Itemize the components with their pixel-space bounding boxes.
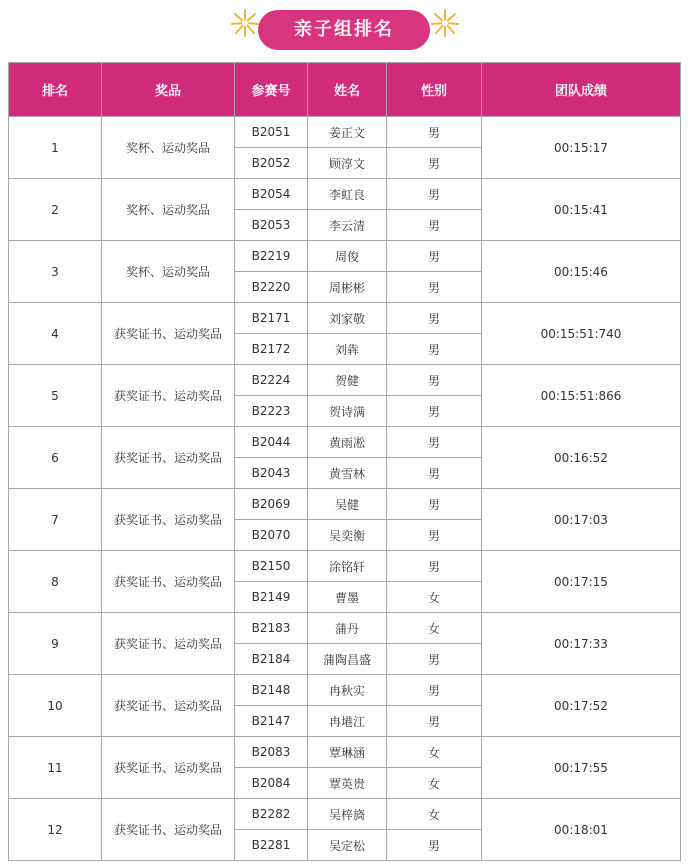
member-name-cell: 刘家敬 bbox=[308, 303, 387, 334]
team-prize-cell: 奖杯、运动奖品 bbox=[102, 117, 235, 179]
member-bib-cell: B2220 bbox=[235, 272, 308, 303]
team-rank-cell: 5 bbox=[9, 365, 102, 427]
member-bib-cell: B2172 bbox=[235, 334, 308, 365]
team-score-cell: 00:15:51:866 bbox=[482, 365, 681, 427]
table-row bbox=[9, 365, 681, 396]
firework-icon bbox=[230, 6, 260, 40]
member-name-cell: 姜正文 bbox=[308, 117, 387, 148]
team-score-cell: 00:15:46 bbox=[482, 241, 681, 303]
member-bib-cell: B2147 bbox=[235, 706, 308, 737]
header-bib: 参赛号 bbox=[235, 63, 308, 117]
team-score-cell: 00:15:41 bbox=[482, 179, 681, 241]
member-name-cell: 吴健 bbox=[308, 489, 387, 520]
member-gender-cell: 男 bbox=[387, 551, 482, 582]
team-rank-cell: 1 bbox=[9, 117, 102, 179]
member-gender-cell: 女 bbox=[387, 799, 482, 830]
member-name-cell: 周彬彬 bbox=[308, 272, 387, 303]
member-name-cell: 曹墨 bbox=[308, 582, 387, 613]
table-row bbox=[9, 799, 681, 830]
table-body bbox=[9, 117, 681, 861]
member-name-cell: 覃英贵 bbox=[308, 768, 387, 799]
member-bib-cell: B2171 bbox=[235, 303, 308, 334]
member-bib-cell: B2281 bbox=[235, 830, 308, 861]
member-gender-cell: 男 bbox=[387, 675, 482, 706]
member-gender-cell: 男 bbox=[387, 334, 482, 365]
member-name-cell: 贺诗满 bbox=[308, 396, 387, 427]
member-bib-cell: B2051 bbox=[235, 117, 308, 148]
member-name-cell: 覃琳涵 bbox=[308, 737, 387, 768]
member-name-cell: 李虹良 bbox=[308, 179, 387, 210]
team-score-cell: 00:15:17 bbox=[482, 117, 681, 179]
team-rank-cell: 8 bbox=[9, 551, 102, 613]
member-bib-cell: B2043 bbox=[235, 458, 308, 489]
member-name-cell: 涂铭轩 bbox=[308, 551, 387, 582]
team-rank-cell: 3 bbox=[9, 241, 102, 303]
member-gender-cell: 女 bbox=[387, 613, 482, 644]
member-gender-cell: 女 bbox=[387, 768, 482, 799]
member-bib-cell: B2084 bbox=[235, 768, 308, 799]
header-rank: 排名 bbox=[9, 63, 102, 117]
member-name-cell: 李云清 bbox=[308, 210, 387, 241]
member-gender-cell: 男 bbox=[387, 365, 482, 396]
ranking-table bbox=[8, 62, 681, 861]
member-name-cell: 蒲陶昌盛 bbox=[308, 644, 387, 675]
team-score-cell: 00:17:52 bbox=[482, 675, 681, 737]
member-bib-cell: B2053 bbox=[235, 210, 308, 241]
team-score-cell: 00:17:03 bbox=[482, 489, 681, 551]
member-name-cell: 黄雪林 bbox=[308, 458, 387, 489]
header-gender: 性别 bbox=[387, 63, 482, 117]
member-name-cell: 吴梓旖 bbox=[308, 799, 387, 830]
team-prize-cell: 获奖证书、运动奖品 bbox=[102, 303, 235, 365]
member-bib-cell: B2282 bbox=[235, 799, 308, 830]
member-bib-cell: B2183 bbox=[235, 613, 308, 644]
member-gender-cell: 男 bbox=[387, 179, 482, 210]
member-name-cell: 冉塂江 bbox=[308, 706, 387, 737]
team-rank-cell: 2 bbox=[9, 179, 102, 241]
member-gender-cell: 男 bbox=[387, 427, 482, 458]
team-rank-cell: 4 bbox=[9, 303, 102, 365]
table-row bbox=[9, 303, 681, 334]
member-bib-cell: B2149 bbox=[235, 582, 308, 613]
team-prize-cell: 获奖证书、运动奖品 bbox=[102, 675, 235, 737]
member-gender-cell: 男 bbox=[387, 117, 482, 148]
team-prize-cell: 获奖证书、运动奖品 bbox=[102, 365, 235, 427]
team-score-cell: 00:16:52 bbox=[482, 427, 681, 489]
member-gender-cell: 男 bbox=[387, 706, 482, 737]
member-bib-cell: B2044 bbox=[235, 427, 308, 458]
member-name-cell: 蒲丹 bbox=[308, 613, 387, 644]
member-gender-cell: 男 bbox=[387, 303, 482, 334]
member-gender-cell: 男 bbox=[387, 210, 482, 241]
team-rank-cell: 6 bbox=[9, 427, 102, 489]
team-rank-cell: 11 bbox=[9, 737, 102, 799]
header-prize: 奖品 bbox=[102, 63, 235, 117]
table-row bbox=[9, 737, 681, 768]
member-bib-cell: B2070 bbox=[235, 520, 308, 551]
team-prize-cell: 奖杯、运动奖品 bbox=[102, 241, 235, 303]
table-row bbox=[9, 427, 681, 458]
member-gender-cell: 女 bbox=[387, 737, 482, 768]
table-row bbox=[9, 675, 681, 706]
team-rank-cell: 10 bbox=[9, 675, 102, 737]
team-prize-cell: 获奖证书、运动奖品 bbox=[102, 489, 235, 551]
team-rank-cell: 7 bbox=[9, 489, 102, 551]
team-rank-cell: 12 bbox=[9, 799, 102, 861]
team-score-cell: 00:15:51:740 bbox=[482, 303, 681, 365]
team-score-cell: 00:17:55 bbox=[482, 737, 681, 799]
member-name-cell: 周俊 bbox=[308, 241, 387, 272]
member-name-cell: 顾淳文 bbox=[308, 148, 387, 179]
member-bib-cell: B2184 bbox=[235, 644, 308, 675]
member-gender-cell: 男 bbox=[387, 489, 482, 520]
table-row bbox=[9, 179, 681, 210]
firework-icon bbox=[430, 6, 460, 40]
member-bib-cell: B2224 bbox=[235, 365, 308, 396]
team-score-cell: 00:18:01 bbox=[482, 799, 681, 861]
table-row bbox=[9, 241, 681, 272]
member-bib-cell: B2052 bbox=[235, 148, 308, 179]
member-gender-cell: 男 bbox=[387, 830, 482, 861]
member-name-cell: 吴定松 bbox=[308, 830, 387, 861]
member-bib-cell: B2069 bbox=[235, 489, 308, 520]
member-gender-cell: 男 bbox=[387, 520, 482, 551]
team-prize-cell: 获奖证书、运动奖品 bbox=[102, 551, 235, 613]
table-row bbox=[9, 551, 681, 582]
team-score-cell: 00:17:15 bbox=[482, 551, 681, 613]
member-gender-cell: 女 bbox=[387, 582, 482, 613]
team-rank-cell: 9 bbox=[9, 613, 102, 675]
table-row bbox=[9, 613, 681, 644]
member-gender-cell: 男 bbox=[387, 458, 482, 489]
page-title: 亲子组排名 bbox=[258, 10, 430, 50]
title-banner bbox=[0, 0, 688, 62]
header-name: 姓名 bbox=[308, 63, 387, 117]
member-gender-cell: 男 bbox=[387, 241, 482, 272]
member-gender-cell: 男 bbox=[387, 396, 482, 427]
member-bib-cell: B2083 bbox=[235, 737, 308, 768]
table-row bbox=[9, 117, 681, 148]
member-bib-cell: B2150 bbox=[235, 551, 308, 582]
member-name-cell: 冉秋实 bbox=[308, 675, 387, 706]
member-bib-cell: B2148 bbox=[235, 675, 308, 706]
member-name-cell: 贺健 bbox=[308, 365, 387, 396]
team-prize-cell: 获奖证书、运动奖品 bbox=[102, 613, 235, 675]
team-prize-cell: 获奖证书、运动奖品 bbox=[102, 737, 235, 799]
team-prize-cell: 奖杯、运动奖品 bbox=[102, 179, 235, 241]
member-name-cell: 吴奕衡 bbox=[308, 520, 387, 551]
team-prize-cell: 获奖证书、运动奖品 bbox=[102, 799, 235, 861]
team-score-cell: 00:17:33 bbox=[482, 613, 681, 675]
member-gender-cell: 男 bbox=[387, 148, 482, 179]
header-team-score: 团队成绩 bbox=[482, 63, 681, 117]
table-row bbox=[9, 489, 681, 520]
member-gender-cell: 男 bbox=[387, 644, 482, 675]
member-bib-cell: B2219 bbox=[235, 241, 308, 272]
member-bib-cell: B2054 bbox=[235, 179, 308, 210]
member-gender-cell: 男 bbox=[387, 272, 482, 303]
member-name-cell: 黄雨凇 bbox=[308, 427, 387, 458]
member-bib-cell: B2223 bbox=[235, 396, 308, 427]
member-name-cell: 刘犇 bbox=[308, 334, 387, 365]
team-prize-cell: 获奖证书、运动奖品 bbox=[102, 427, 235, 489]
table-header-row bbox=[9, 63, 681, 117]
